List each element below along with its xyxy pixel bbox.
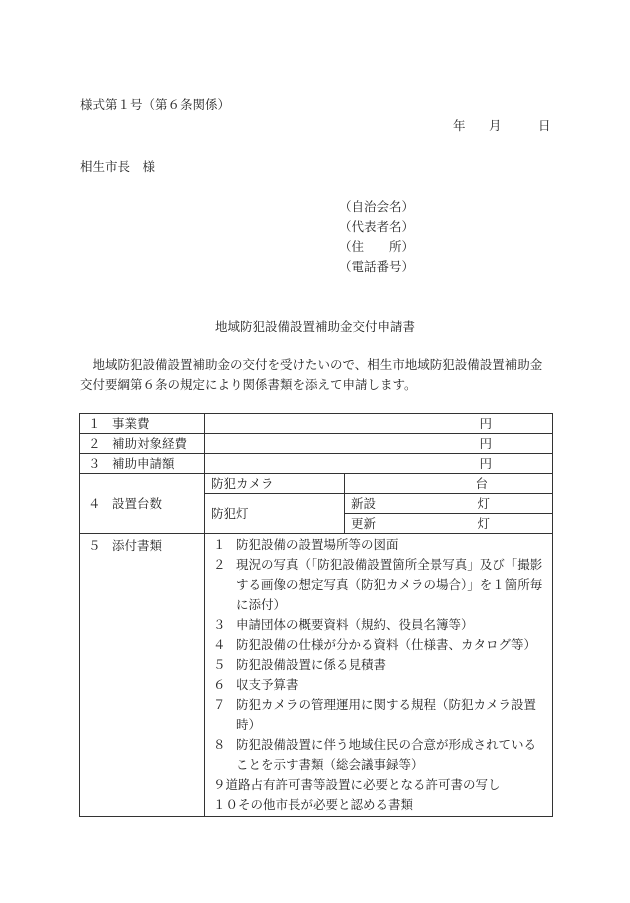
body-text: 地域防犯設備設置補助金の交付を受けたいので、相生市地域防犯設備設置補助金交付要綱第６条の規定により関係書類を添えて申請します。	[80, 357, 543, 392]
application-table	[79, 413, 553, 817]
applicant-association: （自治会名）	[339, 199, 415, 214]
table-row	[80, 534, 553, 817]
renew-light-field[interactable]: 更新 灯	[345, 514, 553, 534]
date-month: 月	[489, 118, 502, 133]
applicant-representative: （代表者名）	[339, 219, 415, 234]
list-item: ４ 防犯設備の仕様が分かる資料（仕様書、カタログ等）	[213, 637, 537, 652]
list-item: ２ 現況の写真（「防犯設備設置箇所全景写真」及び「撮影する画像の想定写真（防犯カメラの場合）」を１箇所毎に添付）	[213, 557, 543, 612]
row-label: ３ 補助申請額	[80, 454, 205, 474]
row-label: ２ 補助対象経費	[80, 434, 205, 454]
list-item: ８ 防犯設備設置に伴う地域住民の合意が形成されていることを示す書類（総会議事録等）	[213, 737, 537, 772]
table-row	[80, 454, 553, 474]
eligible-cost-field[interactable]: 円	[205, 434, 553, 454]
date-day: 日	[538, 118, 551, 133]
camera-count-field[interactable]: 台	[345, 474, 553, 494]
list-item: ６ 収支予算書	[213, 677, 299, 692]
subsidy-amount-field[interactable]: 円	[205, 454, 553, 474]
list-item: ７ 防犯カメラの管理運用に関する規程（防犯カメラ設置時）	[213, 697, 537, 732]
list-item: ９道路占有許可書等設置に必要となる許可書の写し	[213, 777, 501, 792]
applicant-block	[339, 197, 414, 277]
table-row	[80, 434, 553, 454]
row-label: ５ 添付書類	[80, 534, 205, 817]
list-item: ５ 防犯設備設置に係る見積書	[213, 657, 387, 672]
form-number: 様式第１号（第６条関係）	[80, 97, 231, 112]
list-item: １０その他市長が必要と認める書類	[213, 797, 414, 812]
table-row	[80, 474, 553, 494]
date-line	[453, 118, 551, 133]
applicant-phone: （電話番号）	[339, 259, 415, 274]
row-label: １ 事業費	[80, 414, 205, 434]
document-title: 地域防犯設備設置補助金交付申請書	[214, 319, 415, 334]
addressee: 相生市長 様	[80, 159, 156, 174]
list-item: １ 防犯設備の設置場所等の図面	[213, 537, 399, 552]
row-label: ４ 設置台数	[80, 474, 205, 534]
attachment-list	[205, 534, 553, 817]
camera-label: 防犯カメラ	[205, 474, 345, 494]
table-row	[80, 414, 553, 434]
list-item: ３ 申請団体の概要資料（規約、役員名簿等）	[213, 617, 474, 632]
light-label: 防犯灯	[205, 494, 345, 534]
date-year: 年	[453, 118, 466, 133]
new-light-field[interactable]: 新設 灯	[345, 494, 553, 514]
applicant-address: （住 所）	[339, 239, 415, 254]
project-cost-field[interactable]: 円	[205, 414, 553, 434]
